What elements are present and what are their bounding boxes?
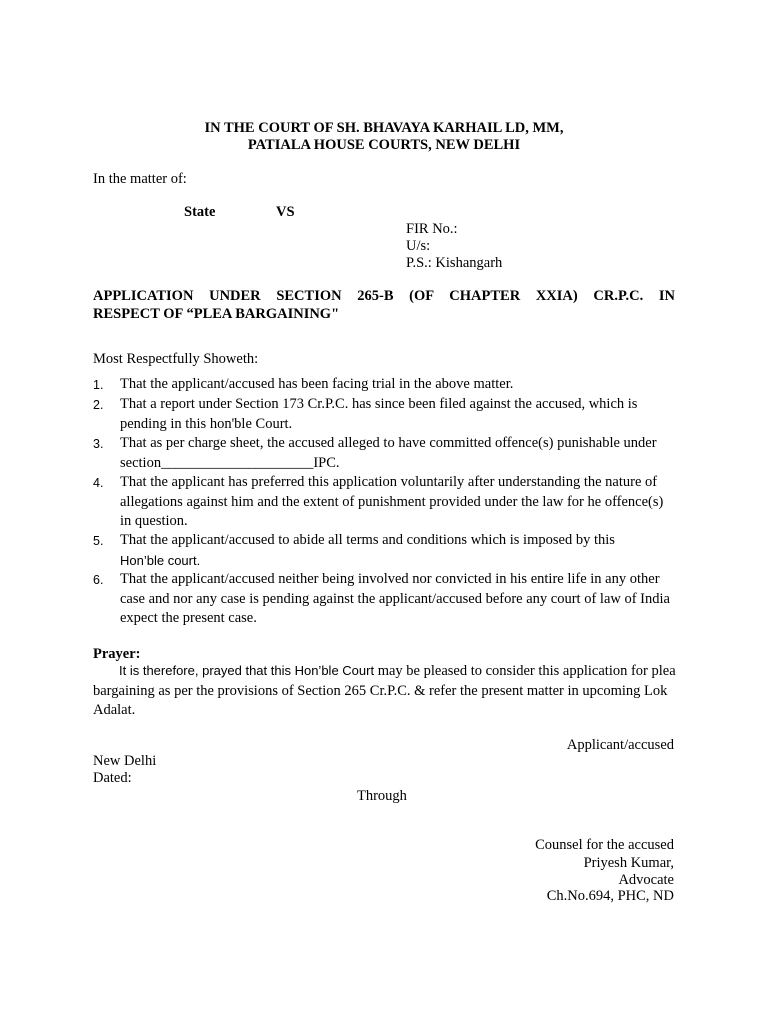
application-title-line-2: RESPECT OF “PLEA BARGAINING" — [93, 306, 340, 322]
list-item: That the applicant has preferred this application voluntarily after understanding the nature of allegations against him and the extent of punishment provided under the law for he offence(s) in question. — [120, 474, 664, 529]
list-item: That a report under Section 173 Cr.P.C. has since been filed against the accused, which is pending in this hon'ble Court. — [120, 396, 638, 432]
item-number: 4. — [93, 476, 104, 490]
list-item: That as per charge sheet, the accused alleged to have committed offence(s) punishable under section_____________________IPC. — [120, 435, 657, 471]
showeth-heading: Most Respectfully Showeth: — [93, 351, 259, 367]
under-section: U/s: — [406, 238, 431, 254]
list-item — [120, 531, 676, 571]
police-station: P.S.: Kishangarh — [406, 255, 503, 271]
place: New Delhi — [93, 753, 157, 769]
counsel-label: Counsel for the accused — [535, 837, 674, 853]
advocate-title: Advocate — [618, 872, 674, 888]
prayer-body — [93, 661, 677, 721]
party-state: State — [184, 204, 216, 220]
list-item-text: That the applicant/accused to abide all terms and conditions which is imposed by this — [120, 532, 615, 548]
item-number: 2. — [93, 398, 104, 412]
list-item-continuation: Hon’ble court. — [120, 552, 201, 568]
list-item: That the applicant/accused has been facing trial in the above matter. — [120, 376, 514, 392]
court-title-line-2: PATIALA HOUSE COURTS, NEW DELHI — [247, 137, 521, 153]
applicant-label: Applicant/accused — [566, 737, 674, 753]
fir-number: FIR No.: — [406, 221, 458, 237]
prayer-text: may be pleased to consider this application for plea bargaining as per the provisions of Section 265 Cr.P.C. & refer the present matter in upcoming Lok Adalat. — [93, 663, 676, 718]
item-number: 1. — [93, 378, 104, 392]
advocate-name: Priyesh Kumar, — [583, 855, 674, 871]
prayer-lead: It is therefore, prayed that this Hon’ble Court — [119, 663, 375, 678]
chamber-number: Ch.No.694, PHC, ND — [546, 888, 674, 904]
item-number: 5. — [93, 534, 104, 548]
prayer-heading: Prayer: — [93, 646, 141, 662]
list-item: That the applicant/accused neither being involved nor convicted in his entire life in any other case and nor any case is pending against the applicant/accused before any court of law of India expect the present case. — [120, 571, 670, 626]
through-label: Through — [357, 788, 407, 804]
court-title-line-1: IN THE COURT OF SH. BHAVAYA KARHAIL LD, MM, — [204, 120, 564, 136]
application-title-line-1: APPLICATION UNDER SECTION 265-B (OF CHAPTER XXIA) CR.P.C. IN — [93, 288, 675, 304]
item-number: 6. — [93, 573, 104, 587]
dated-label: Dated: — [93, 770, 132, 786]
item-number: 3. — [93, 437, 104, 451]
matter-intro: In the matter of: — [93, 171, 187, 187]
versus: VS — [276, 204, 295, 220]
